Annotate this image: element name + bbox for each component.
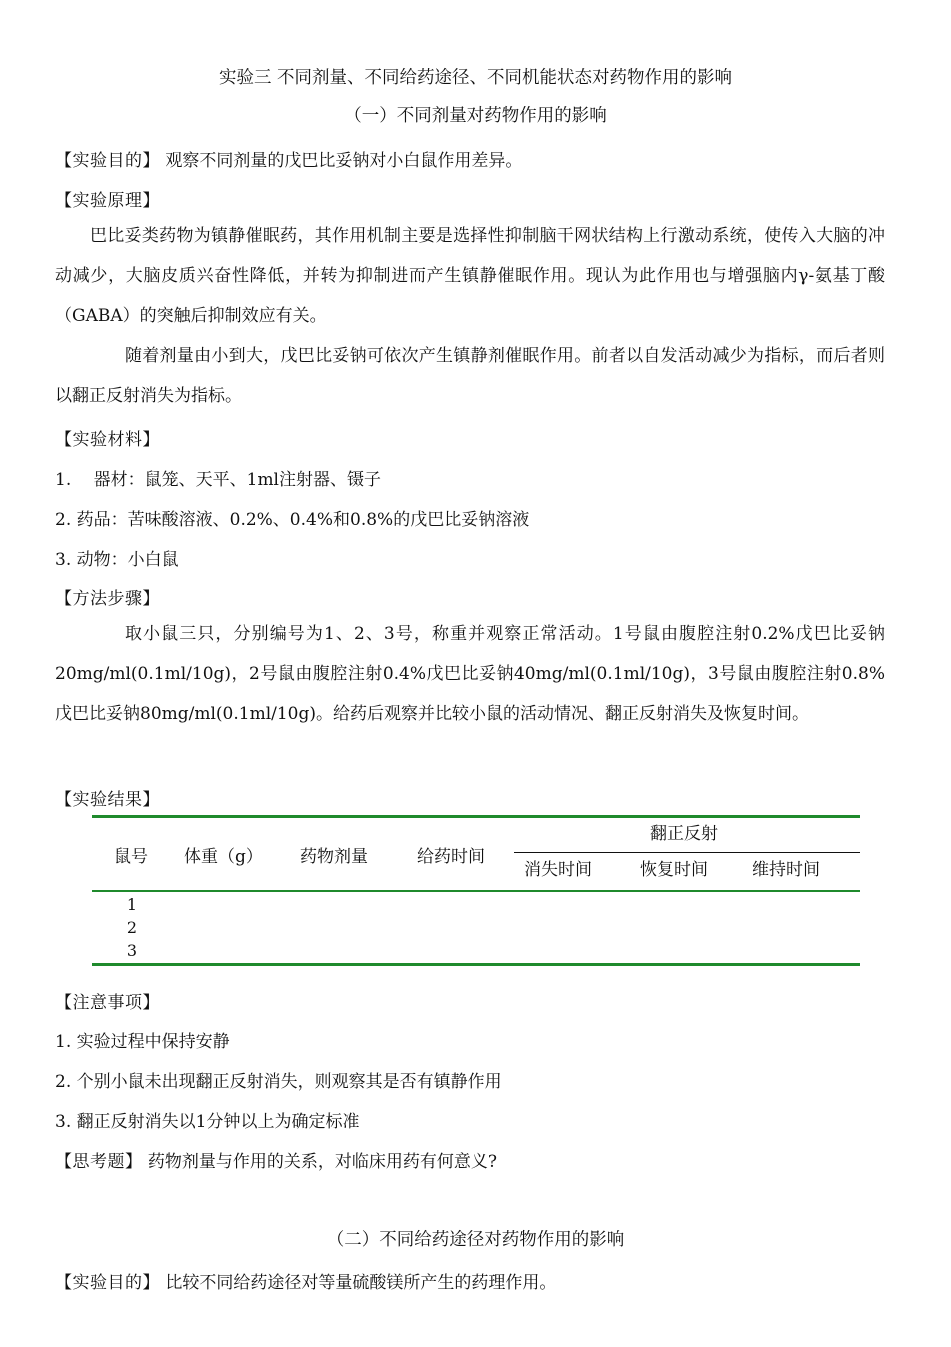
- table-row-1: 1: [126, 895, 138, 914]
- notes-item-1: 1. 实验过程中保持安静: [55, 1032, 230, 1052]
- results-label: 【实验结果】: [55, 790, 160, 810]
- materials-label: 【实验材料】: [55, 430, 160, 450]
- header-weight: 体重（g）: [184, 847, 263, 867]
- question-line: [55, 1147, 497, 1172]
- document-title: 实验三 不同剂量、不同给药途径、不同机能状态对药物作用的影响: [218, 68, 733, 88]
- materials-item-2: 2. 药品：苦味酸溶液、0.2%、0.4%和0.8%的戊巴比妥钠溶液: [55, 510, 530, 530]
- subheader-recovery-time: 恢复时间: [640, 860, 708, 880]
- subheader-loss-time: 消失时间: [524, 860, 592, 880]
- purpose2-text: 比较不同给药途径对等量硫酸镁所产生的药理作用。: [160, 1273, 557, 1293]
- method-paragraph: 取小鼠三只，分别编号为1、2、3号，称重并观察正常活动。1号鼠由腹腔注射0.2%戊巴比妥钠20mg/ml(0.1ml/10g)，2号鼠由腹腔注射0.4%戊巴比妥钠40mg/ml(0.1ml/10g)，3号鼠由腹腔注射0.8%戊巴比妥钠80mg/ml(0.1ml/10g)。给药后观察并比较小鼠的活动情况、翻正反射消失及恢复时间。: [55, 624, 885, 724]
- table-top-rule: [92, 815, 860, 818]
- table-bottom-rule: [92, 963, 860, 966]
- header-mouse-no: 鼠号: [114, 847, 148, 867]
- table-row-2: 2: [126, 918, 138, 937]
- principle-label: 【实验原理】: [55, 191, 160, 211]
- purpose-text: 观察不同剂量的戊巴比妥钠对小白鼠作用差异。: [160, 151, 523, 171]
- principle-paragraph-2: 随着剂量由小到大，戊巴比妥钠可依次产生镇静剂催眠作用。前者以自发活动减少为指标，而后者则以翻正反射消失为指标。: [55, 346, 885, 406]
- purpose-line: [55, 146, 522, 171]
- notes-item-2: 2. 个别小鼠未出现翻正反射消失，则观察其是否有镇静作用: [55, 1072, 502, 1092]
- section1-title: （一）不同剂量对药物作用的影响: [344, 106, 607, 126]
- question-text: 药物剂量与作用的关系，对临床用药有何意义?: [142, 1152, 498, 1172]
- results-table: [92, 815, 860, 966]
- section2-title: （二）不同给药途径对药物作用的影响: [326, 1230, 625, 1250]
- question-label: 【思考题】: [55, 1152, 143, 1172]
- header-righting-reflex: 翻正反射: [650, 824, 718, 844]
- purpose2-label: 【实验目的】: [55, 1273, 160, 1293]
- materials-item-1: 1. 器材：鼠笼、天平、1ml注射器、镊子: [55, 470, 381, 490]
- materials-item-3: 3. 动物：小白鼠: [55, 550, 179, 570]
- notes-item-3: 3. 翻正反射消失以1分钟以上为确定标准: [55, 1112, 360, 1132]
- purpose2-line: [55, 1268, 556, 1293]
- table-group-rule: [514, 852, 860, 853]
- table-header-rule: [92, 890, 860, 892]
- header-dose: 药物剂量: [300, 847, 368, 867]
- subheader-duration: 维持时间: [752, 860, 820, 880]
- principle-paragraph-1: 巴比妥类药物为镇静催眠药，其作用机制主要是选择性抑制脑干网状结构上行激动系统，使传入大脑的冲动减少，大脑皮质兴奋性降低，并转为抑制进而产生镇静催眠作用。现认为此作用也与增强脑内γ-氨基丁酸（GABA）的突触后抑制效应有关。: [55, 226, 885, 326]
- notes-label: 【注意事项】: [55, 993, 160, 1013]
- header-admin-time: 给药时间: [417, 847, 485, 867]
- table-row-3: 3: [126, 941, 138, 960]
- method-label: 【方法步骤】: [55, 589, 160, 609]
- purpose-label: 【实验目的】: [55, 151, 160, 171]
